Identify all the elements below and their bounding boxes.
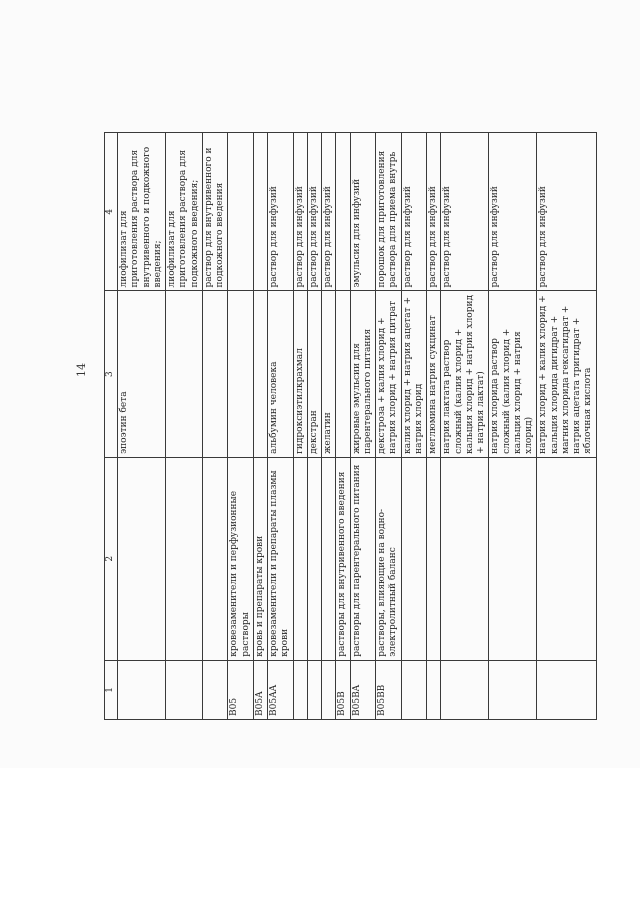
atc-code-cell: B05AA: [268, 660, 294, 719]
drug-name-cell: [253, 291, 267, 457]
atc-code-cell: B05: [228, 660, 254, 719]
header-cell: 1: [105, 660, 118, 719]
drug-name-cell: желатин: [322, 291, 336, 457]
dosage-form-cell: раствор для инфузий: [268, 133, 294, 291]
atc-code-cell: [489, 660, 537, 719]
group-name-cell: [489, 457, 537, 660]
group-name-cell: кровезаменители и препараты плазмы крови: [268, 457, 294, 660]
drug-name-cell: [202, 291, 228, 457]
table-row: [228, 133, 254, 720]
group-name-cell: [293, 457, 307, 660]
dosage-form-cell: раствор для инфузий: [537, 133, 596, 291]
drug-name-cell: натрия хлорид + калия хлорид + кальция хлорида дигидрат + магния хлорида гексагидрат + натрия ацетата тригидрат + яблочная кислота: [537, 291, 596, 457]
table-row: [401, 133, 427, 720]
table-row: [202, 133, 228, 720]
group-name-cell: [118, 457, 166, 660]
dosage-form-cell: порошок для приготовления раствора для приема внутрь: [376, 133, 402, 291]
drug-name-cell: [228, 291, 254, 457]
group-name-cell: [427, 457, 441, 660]
table-row: [307, 133, 321, 720]
drug-name-cell: натрия хлорида раствор сложный (калия хлорид + кальция хлорид + натрия хлорид): [489, 291, 537, 457]
dosage-form-cell: раствор для инфузий: [401, 133, 427, 291]
atc-code-cell: [166, 660, 203, 719]
drug-name-cell: гидроксиэтилкрахмал: [293, 291, 307, 457]
drug-name-cell: [166, 291, 203, 457]
header-cell: 3: [105, 291, 118, 457]
dosage-form-cell: раствор для инфузий: [441, 133, 489, 291]
dosage-form-cell: [253, 133, 267, 291]
table-row: [427, 133, 441, 720]
header-cell: 2: [105, 457, 118, 660]
group-name-cell: кровезаменители и перфузионные растворы: [228, 457, 254, 660]
header-cell: 4: [105, 133, 118, 291]
group-name-cell: [441, 457, 489, 660]
dosage-form-cell: лиофилизат для приготовления раствора для подкожного введения;: [166, 133, 203, 291]
table-row: [441, 133, 489, 720]
table-row: [489, 133, 537, 720]
dosage-form-cell: раствор для инфузий: [307, 133, 321, 291]
group-name-cell: кровь и препараты крови: [253, 457, 267, 660]
group-name-cell: [401, 457, 427, 660]
table-row: [336, 133, 350, 720]
table-row: [350, 133, 376, 720]
rotated-document-page: [104, 132, 619, 720]
atc-code-cell: B05A: [253, 660, 267, 719]
dosage-form-cell: раствор для инфузий: [293, 133, 307, 291]
scan-background-lower: [0, 768, 640, 905]
dosage-form-cell: раствор для внутривенного и подкожного введения: [202, 133, 228, 291]
table-row: [376, 133, 402, 720]
drug-name-cell: эпоэтин бета: [118, 291, 166, 457]
group-name-cell: [202, 457, 228, 660]
dosage-form-cell: [228, 133, 254, 291]
atc-code-cell: [322, 660, 336, 719]
atc-code-cell: [202, 660, 228, 719]
dosage-form-cell: раствор для инфузий: [489, 133, 537, 291]
drug-classification-table: [104, 132, 597, 720]
atc-code-cell: B05BA: [350, 660, 376, 719]
dosage-form-cell: эмульсия для инфузий: [350, 133, 376, 291]
group-name-cell: [166, 457, 203, 660]
atc-code-cell: [427, 660, 441, 719]
table-row: [268, 133, 294, 720]
page-number: 14: [75, 363, 88, 377]
group-name-cell: растворы, влияющие на водно-электролитный баланс: [376, 457, 402, 660]
table-row: [293, 133, 307, 720]
table-row: [166, 133, 203, 720]
group-name-cell: [322, 457, 336, 660]
table-header-row: [105, 133, 118, 720]
drug-name-cell: декстран: [307, 291, 321, 457]
table-row: [253, 133, 267, 720]
dosage-form-cell: раствор для инфузий: [322, 133, 336, 291]
atc-code-cell: [537, 660, 596, 719]
atc-code-cell: [441, 660, 489, 719]
group-name-cell: [537, 457, 596, 660]
atc-code-cell: B05BB: [376, 660, 402, 719]
atc-code-cell: [307, 660, 321, 719]
atc-code-cell: [293, 660, 307, 719]
drug-name-cell: альбумин человека: [268, 291, 294, 457]
table-row: [322, 133, 336, 720]
drug-name-cell: меглюмина натрия сукцинат: [427, 291, 441, 457]
drug-name-cell: натрия лактата раствор сложный (калия хлорид + кальция хлорид + натрия хлорид + натрия лактат): [441, 291, 489, 457]
atc-code-cell: [118, 660, 166, 719]
dosage-form-cell: раствор для инфузий: [427, 133, 441, 291]
group-name-cell: [307, 457, 321, 660]
group-name-cell: растворы для внутривенного введения: [336, 457, 350, 660]
drug-name-cell: [336, 291, 350, 457]
dosage-form-cell: [336, 133, 350, 291]
drug-name-cell: калия хлорид + натрия ацетат + натрия хлорид: [401, 291, 427, 457]
table-row: [537, 133, 596, 720]
drug-name-cell: декстроза + калия хлорид + натрия хлорид + натрия цитрат: [376, 291, 402, 457]
atc-code-cell: [401, 660, 427, 719]
atc-code-cell: B05B: [336, 660, 350, 719]
group-name-cell: растворы для парентерального питания: [350, 457, 376, 660]
table-row: [118, 133, 166, 720]
dosage-form-cell: лиофилизат для приготовления раствора для внутривенного и подкожного введения;: [118, 133, 166, 291]
drug-name-cell: жировые эмульсии для парентерального питания: [350, 291, 376, 457]
